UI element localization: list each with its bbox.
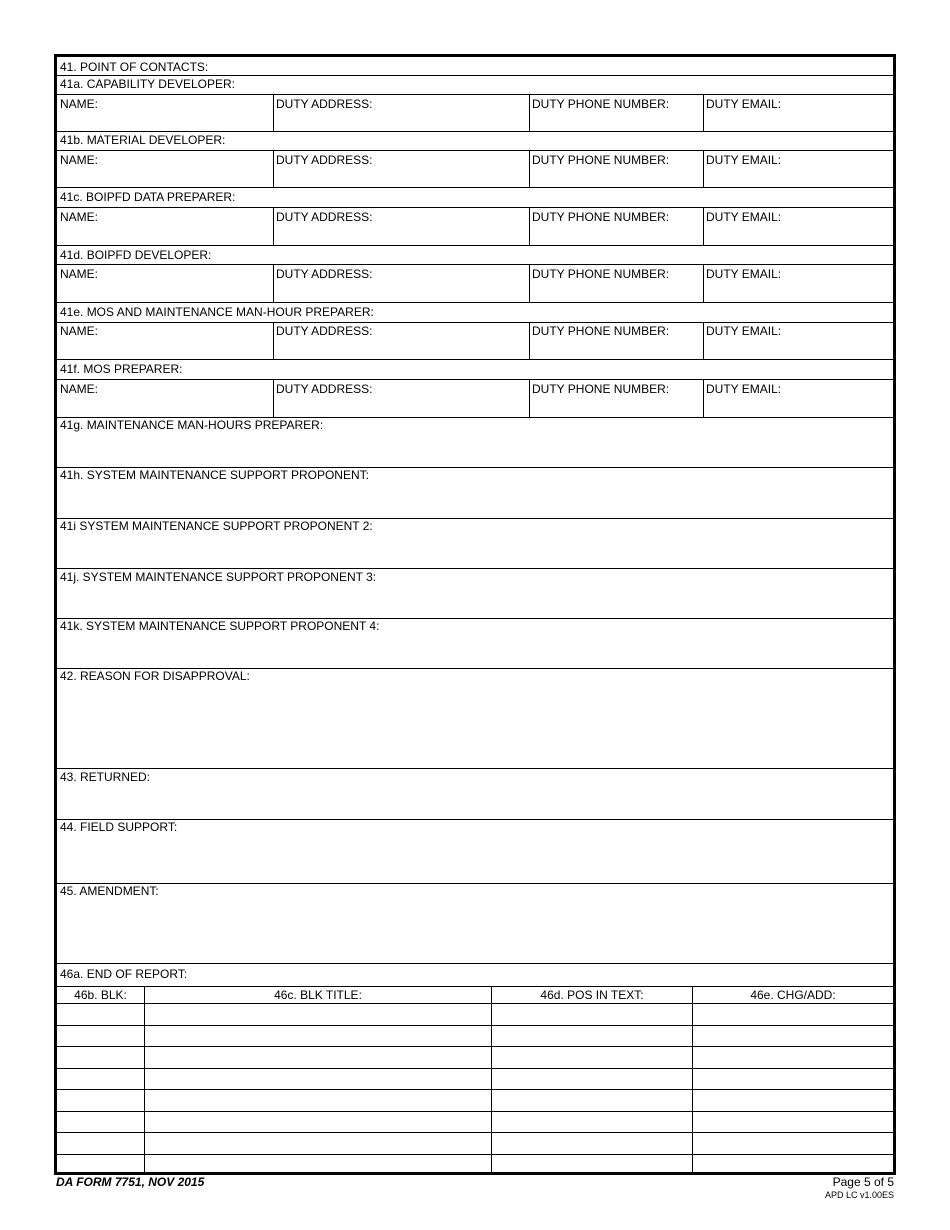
poc-title: 41. POINT OF CONTACTS:: [60, 60, 209, 74]
block-45-amendment[interactable]: 45. AMENDMENT:: [60, 884, 159, 898]
block-42-reason-for-disapproval[interactable]: 42. REASON FOR DISAPPROVAL:: [60, 669, 250, 683]
block-41g[interactable]: 41g. MAINTENANCE MAN-HOURS PREPARER:: [60, 418, 324, 432]
name-field[interactable]: NAME:: [60, 153, 99, 167]
contact-label-41b: 41b. MATERIAL DEVELOPER:: [60, 133, 226, 147]
contact-label-41a: 41a. CAPABILITY DEVELOPER:: [60, 77, 235, 91]
block-43-returned[interactable]: 43. RETURNED:: [60, 770, 151, 784]
name-field[interactable]: NAME:: [60, 267, 99, 281]
block-41h[interactable]: 41h. SYSTEM MAINTENANCE SUPPORT PROPONENT:: [60, 468, 369, 482]
contact-label-41d: 41d. BOIPFD DEVELOPER:: [60, 248, 212, 262]
name-field[interactable]: NAME:: [60, 97, 99, 111]
duty-email-field[interactable]: DUTY EMAIL:: [706, 97, 782, 111]
version-label: APD LC v1.00ES: [824, 1190, 894, 1200]
duty-address-field[interactable]: DUTY ADDRESS:: [276, 153, 373, 167]
page-info: [825, 1175, 894, 1200]
name-field[interactable]: NAME:: [60, 324, 99, 338]
duty-email-field[interactable]: DUTY EMAIL:: [706, 267, 782, 281]
duty-address-field[interactable]: DUTY ADDRESS:: [276, 210, 373, 224]
page-number: Page 5 of 5: [832, 1175, 894, 1189]
col-header-blk: 46b. BLK:: [74, 988, 127, 1002]
duty-email-field[interactable]: DUTY EMAIL:: [706, 210, 782, 224]
duty-email-field[interactable]: DUTY EMAIL:: [706, 153, 782, 167]
duty-phone-field[interactable]: DUTY PHONE NUMBER:: [532, 324, 670, 338]
duty-phone-field[interactable]: DUTY PHONE NUMBER:: [532, 210, 670, 224]
name-field[interactable]: NAME:: [60, 210, 99, 224]
duty-phone-field[interactable]: DUTY PHONE NUMBER:: [532, 153, 670, 167]
block-44-field-support[interactable]: 44. FIELD SUPPORT:: [60, 820, 178, 834]
duty-address-field[interactable]: DUTY ADDRESS:: [276, 324, 373, 338]
table-row[interactable]: [57, 1004, 144, 1172]
duty-phone-field[interactable]: DUTY PHONE NUMBER:: [532, 97, 670, 111]
block-41i[interactable]: 41i SYSTEM MAINTENANCE SUPPORT PROPONENT 2:: [60, 519, 373, 533]
duty-address-field[interactable]: DUTY ADDRESS:: [276, 97, 373, 111]
col-header-pos-in-text: 46d. POS IN TEXT:: [540, 988, 644, 1002]
form-id: DA FORM 7751, NOV 2015: [56, 1175, 205, 1189]
col-header-chg-add: 46e. CHG/ADD:: [750, 988, 836, 1002]
duty-phone-field[interactable]: DUTY PHONE NUMBER:: [532, 382, 670, 396]
block-41j[interactable]: 41j. SYSTEM MAINTENANCE SUPPORT PROPONENT 3:: [60, 570, 377, 584]
duty-address-field[interactable]: DUTY ADDRESS:: [276, 267, 373, 281]
end-of-report-label: 46a. END OF REPORT:: [60, 967, 188, 981]
duty-phone-field[interactable]: DUTY PHONE NUMBER:: [532, 267, 670, 281]
name-field[interactable]: NAME:: [60, 382, 99, 396]
da-form-7751-page: [54, 54, 896, 1175]
duty-address-field[interactable]: DUTY ADDRESS:: [276, 382, 373, 396]
contact-label-41f: 41f. MOS PREPARER:: [60, 362, 183, 376]
contact-label-41c: 41c. BOIPFD DATA PREPARER:: [60, 190, 236, 204]
duty-email-field[interactable]: DUTY EMAIL:: [706, 324, 782, 338]
contact-label-41e: 41e. MOS AND MAINTENANCE MAN-HOUR PREPARER:: [60, 305, 374, 319]
duty-email-field[interactable]: DUTY EMAIL:: [706, 382, 782, 396]
block-41k[interactable]: 41k. SYSTEM MAINTENANCE SUPPORT PROPONENT 4:: [60, 619, 380, 633]
col-header-blk-title: 46c. BLK TITLE:: [274, 988, 362, 1002]
